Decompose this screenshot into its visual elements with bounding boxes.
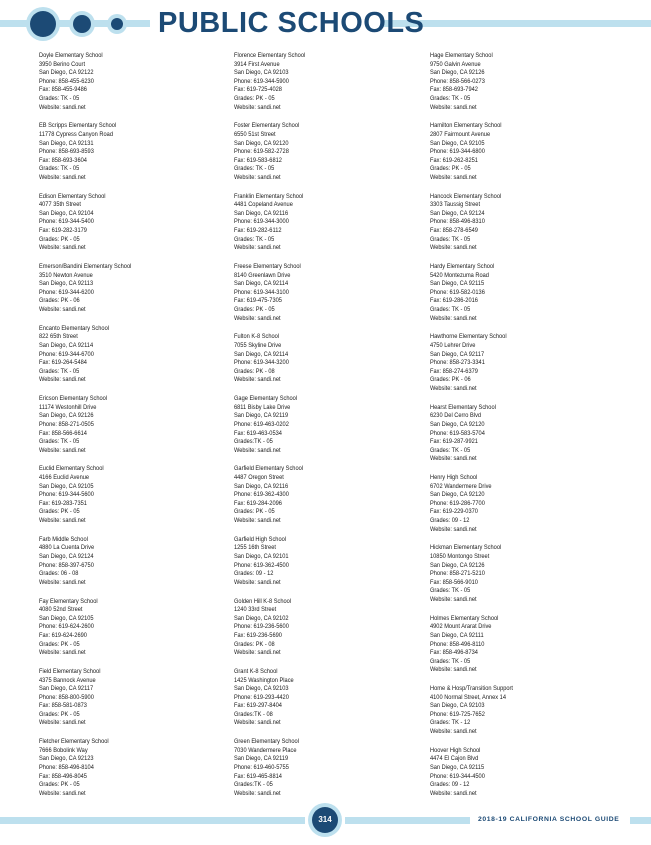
- school-detail: Fax: 619-287-9921: [430, 438, 478, 446]
- school-detail: Grades: PK - 05: [234, 306, 275, 313]
- school-detail: 4100 Normal Street, Annex 14: [430, 693, 506, 701]
- school-name: Hoover High School: [430, 746, 481, 754]
- school-detail: Phone: 619-583-5704: [430, 429, 485, 437]
- school-listing: [234, 122, 424, 182]
- footer-rule-left: [0, 817, 305, 824]
- school-detail: Phone: 619-460-5755: [234, 764, 289, 772]
- school-listing: [430, 52, 620, 112]
- school-detail: Fax: 619-624-2690: [39, 631, 87, 639]
- school-listing: [39, 193, 229, 253]
- school-detail: Phone: 619-344-4500: [430, 772, 485, 780]
- school-detail: 4077 35th Street: [39, 201, 81, 209]
- school-name: Henry High School: [430, 474, 478, 482]
- school-detail: Grades: 06 - 08: [39, 570, 79, 578]
- school-name: Ericson Elementary School: [39, 395, 108, 403]
- school-detail: Website: sandi.net: [430, 595, 477, 603]
- school-detail: Website: sandi.net: [39, 244, 86, 252]
- school-name: Doyle Elementary School: [39, 52, 103, 59]
- school-detail: Grades: PK - 05: [39, 235, 80, 243]
- school-listing: [39, 536, 229, 588]
- school-listing: [39, 738, 229, 798]
- school-detail: 4880 La Cuenta Drive: [39, 544, 95, 552]
- school-detail: Fax: 858-693-7942: [430, 86, 478, 94]
- school-detail: Fax: 619-463-0534: [234, 429, 282, 437]
- school-detail: Grades: TK - 05: [430, 657, 471, 665]
- school-detail: Website: sandi.net: [39, 173, 86, 181]
- school-detail: Grades: TK - 05: [39, 165, 80, 173]
- school-detail: Phone: 619-344-6800: [430, 148, 485, 156]
- school-detail: San Diego, CA 92111: [430, 631, 484, 639]
- school-listing: [430, 193, 620, 253]
- school-detail: San Diego, CA 92124: [39, 553, 94, 560]
- school-detail: Phone: 619-344-3000: [234, 218, 289, 226]
- school-name: Fletcher Elementary School: [39, 738, 109, 746]
- school-detail: San Diego, CA 92122: [39, 69, 94, 77]
- school-listing: [234, 263, 424, 323]
- school-detail: Grades: TK - 05: [430, 306, 471, 313]
- school-detail: Fax: 858-274-6379: [430, 367, 478, 375]
- school-detail: San Diego, CA 92101: [234, 553, 289, 560]
- school-detail: 8140 Greenlawn Drive: [234, 271, 291, 279]
- school-detail: 3510 Newton Avenue: [39, 271, 93, 279]
- school-name: Fulton K-8 School: [234, 333, 280, 341]
- school-detail: Phone: 619-344-3100: [234, 288, 289, 296]
- school-detail: Fax: 619-284-2096: [234, 499, 282, 507]
- school-listing: [430, 474, 620, 534]
- school-detail: San Diego, CA 92113: [39, 280, 94, 288]
- school-detail: Grades:TK - 08: [234, 710, 273, 718]
- school-detail: Grades: TK - 05: [430, 235, 471, 243]
- school-detail: Grades: TK - 05: [430, 94, 471, 102]
- school-detail: Website: sandi.net: [234, 446, 281, 454]
- school-detail: Website: sandi.net: [39, 306, 86, 313]
- school-detail: Website: sandi.net: [234, 103, 281, 111]
- school-detail: Website: sandi.net: [430, 314, 477, 322]
- school-detail: 10850 Montongo Street: [430, 553, 490, 560]
- school-detail: San Diego, CA 92104: [39, 209, 94, 217]
- school-detail: 4080 52nd Street: [39, 606, 83, 614]
- school-detail: Fax: 619-475-7305: [234, 297, 282, 305]
- school-detail: Phone: 858-455-6230: [39, 77, 94, 85]
- page-header: [0, 0, 651, 48]
- school-listing: [39, 52, 229, 112]
- school-detail: Website: sandi.net: [39, 446, 86, 454]
- school-detail: Phone: 619-293-4420: [234, 693, 289, 701]
- school-detail: Phone: 858-271-0505: [39, 420, 94, 428]
- school-detail: 4750 Lehrer Drive: [430, 341, 476, 349]
- school-detail: Website: sandi.net: [430, 728, 477, 736]
- school-detail: 7666 Bobolink Way: [39, 746, 88, 754]
- school-listing: [234, 52, 424, 112]
- school-detail: Phone: 619-582-0136: [430, 288, 485, 296]
- school-detail: 4481 Copeland Avenue: [234, 201, 293, 209]
- school-name: Grant K-8 School: [234, 667, 278, 675]
- school-detail: San Diego, CA 92120: [430, 420, 485, 428]
- school-name: Home & Hosp/Transition Support: [430, 685, 514, 693]
- school-listing: [39, 263, 229, 315]
- school-detail: Grades:TK - 05: [234, 781, 273, 789]
- school-detail: Website: sandi.net: [39, 103, 86, 111]
- school-detail: Fax: 858-496-8045: [39, 772, 87, 780]
- school-detail: Phone: 858-397-6750: [39, 561, 94, 569]
- school-detail: 3303 Taussig Street: [430, 201, 481, 209]
- school-detail: Website: sandi.net: [39, 719, 86, 727]
- page-title: PUBLIC SCHOOLS: [158, 7, 425, 39]
- school-detail: 5420 Montezuma Road: [430, 271, 489, 279]
- school-detail: San Diego, CA 92120: [234, 139, 289, 147]
- school-detail: Website: sandi.net: [234, 719, 281, 727]
- school-name: Gage Elementary School: [234, 395, 298, 403]
- school-listing: [430, 333, 620, 393]
- school-name: Euclid Elementary School: [39, 465, 104, 473]
- school-detail: San Diego, CA 92117: [39, 685, 94, 693]
- school-listing: [234, 738, 424, 798]
- school-detail: 1255 16th Street: [234, 544, 276, 552]
- guide-title: 2018-19 CALIFORNIA SCHOOL GUIDE: [478, 816, 620, 823]
- school-listing: [39, 668, 229, 728]
- school-listing: [39, 395, 229, 455]
- school-detail: Phone: 619-582-2728: [234, 148, 289, 156]
- school-detail: San Diego, CA 92102: [234, 614, 289, 622]
- school-detail: Website: sandi.net: [39, 578, 86, 586]
- school-detail: Website: sandi.net: [234, 314, 281, 322]
- school-detail: Grades: TK - 05: [430, 587, 471, 595]
- school-name: Fay Elementary School: [39, 597, 98, 605]
- school-detail: Grades: PK - 06: [430, 376, 471, 384]
- school-detail: Phone: 858-496-8104: [39, 764, 94, 772]
- school-detail: 4487 Oregon Street: [234, 474, 284, 482]
- school-detail: San Diego, CA 92105: [39, 614, 94, 622]
- school-detail: Phone: 619-286-7700: [430, 499, 485, 507]
- school-detail: San Diego, CA 92103: [234, 69, 289, 77]
- school-detail: Grades: 09 - 12: [430, 517, 470, 525]
- school-detail: Website: sandi.net: [430, 244, 477, 252]
- school-detail: San Diego, CA 92124: [430, 209, 485, 217]
- school-name: Florence Elementary School: [234, 52, 306, 59]
- school-detail: Fax: 858-278-6549: [430, 227, 478, 235]
- school-detail: Fax: 619-264-5484: [39, 359, 87, 367]
- school-detail: 822 65th Street: [39, 333, 78, 341]
- school-detail: Fax: 619-282-6112: [234, 227, 282, 235]
- school-detail: Fax: 619-283-7351: [39, 499, 87, 507]
- school-detail: Phone: 858-496-8310: [430, 218, 485, 226]
- school-listing: [234, 598, 424, 658]
- school-listing: [39, 598, 229, 658]
- school-name: Holmes Elementary School: [430, 614, 499, 622]
- school-detail: Website: sandi.net: [234, 376, 281, 384]
- school-listing: [430, 263, 620, 323]
- school-detail: San Diego, CA 92105: [430, 139, 485, 147]
- footer-rule-far-right: [630, 817, 651, 824]
- school-detail: Grades: PK - 05: [39, 508, 80, 516]
- school-column-3: [430, 52, 620, 809]
- school-listing: [234, 193, 424, 253]
- school-detail: Grades: PK - 08: [234, 640, 275, 648]
- school-detail: Phone: 619-344-5900: [234, 77, 289, 85]
- school-name: Hage Elementary School: [430, 52, 493, 59]
- school-detail: Phone: 858-271-5210: [430, 570, 485, 578]
- school-detail: 6230 Del Cerro Blvd: [430, 412, 482, 420]
- school-detail: San Diego, CA 92115: [430, 280, 485, 288]
- school-detail: Fax: 858-566-9010: [430, 578, 478, 586]
- school-listing: [39, 325, 229, 385]
- school-name: Emerson/Bandini Elementary School: [39, 263, 132, 271]
- school-detail: Phone: 619-362-4500: [234, 561, 289, 569]
- school-detail: Phone: 619-362-4300: [234, 491, 289, 499]
- school-listing: [234, 668, 424, 728]
- school-name: Green Elementary School: [234, 738, 299, 746]
- school-detail: Fax: 858-455-9486: [39, 86, 87, 94]
- school-detail: Phone: 858-496-8110: [430, 640, 485, 648]
- school-name: Hickman Elementary School: [430, 544, 502, 552]
- school-detail: Grades: PK - 05: [39, 781, 80, 789]
- school-detail: San Diego, CA 92126: [430, 69, 485, 77]
- school-detail: Grades: 09 - 12: [430, 781, 470, 789]
- school-detail: Website: sandi.net: [234, 517, 281, 525]
- school-listing: [39, 122, 229, 182]
- school-name: Foster Elementary School: [234, 122, 300, 130]
- school-detail: 6811 Bisby Lake Drive: [234, 403, 291, 411]
- school-detail: Grades: PK - 05: [234, 508, 275, 516]
- school-detail: 1240 33rd Street: [234, 606, 277, 614]
- school-listing: [430, 747, 620, 799]
- school-detail: San Diego, CA 92120: [430, 491, 485, 499]
- school-listing: [39, 465, 229, 525]
- school-listing: [430, 544, 620, 604]
- school-detail: San Diego, CA 92114: [234, 350, 289, 358]
- school-detail: San Diego, CA 92116: [234, 482, 289, 490]
- school-detail: Grades: TK - 05: [39, 94, 80, 102]
- school-detail: Grades: PK - 06: [39, 297, 80, 305]
- school-detail: San Diego, CA 92131: [39, 139, 94, 147]
- school-detail: Phone: 858-693-8593: [39, 148, 94, 156]
- school-listing: [430, 615, 620, 675]
- school-detail: San Diego, CA 92119: [234, 412, 289, 420]
- school-name: Hancock Elementary School: [430, 192, 502, 200]
- school-detail: Grades: PK - 08: [234, 367, 275, 375]
- school-detail: Fax: 858-496-8734: [430, 649, 478, 657]
- school-name: Field Elementary School: [39, 667, 101, 675]
- school-detail: Website: sandi.net: [39, 789, 86, 797]
- school-detail: 4902 Mount Ararat Drive: [430, 623, 492, 631]
- school-detail: Grades: PK - 05: [430, 165, 471, 173]
- school-detail: Fax: 619-282-3179: [39, 227, 87, 235]
- school-detail: Phone: 619-344-5400: [39, 218, 94, 226]
- school-detail: Grades: TK - 12: [430, 719, 471, 727]
- school-column-2: [234, 52, 424, 809]
- school-column-1: [39, 52, 229, 809]
- school-detail: 3914 First Avenue: [234, 60, 280, 68]
- school-name: Garfield Elementary School: [234, 465, 304, 473]
- page-number: 314: [312, 807, 338, 833]
- school-detail: Phone: 619-344-6200: [39, 288, 94, 296]
- school-detail: Grades: PK - 05: [39, 640, 80, 648]
- school-detail: Phone: 619-344-5600: [39, 491, 94, 499]
- school-detail: Website: sandi.net: [430, 789, 477, 797]
- school-detail: 7030 Wandermere Place: [234, 746, 297, 754]
- school-name: EB Scripps Elementary School: [39, 122, 117, 130]
- school-detail: Website: sandi.net: [430, 173, 477, 181]
- school-listing: [234, 536, 424, 588]
- header-dot-medium: [73, 15, 91, 33]
- school-detail: Grades: PK - 05: [234, 94, 275, 102]
- school-listing: [234, 333, 424, 385]
- school-detail: 4375 Bannock Avenue: [39, 676, 96, 684]
- school-detail: Phone: 858-800-5900: [39, 693, 94, 701]
- school-name: Freese Elementary School: [234, 263, 301, 271]
- school-detail: San Diego, CA 92114: [39, 341, 94, 349]
- school-detail: 11174 Westonhill Drive: [39, 403, 97, 411]
- school-name: Farb Middle School: [39, 535, 88, 543]
- school-detail: 4166 Euclid Avenue: [39, 474, 90, 482]
- school-detail: Website: sandi.net: [430, 384, 477, 392]
- school-detail: Fax: 619-262-8251: [430, 156, 478, 164]
- school-detail: 7055 Skyline Drive: [234, 341, 282, 349]
- school-name: Golden Hill K-8 School: [234, 597, 292, 605]
- school-detail: Phone: 619-344-3200: [234, 359, 289, 367]
- school-detail: Website: sandi.net: [430, 103, 477, 111]
- school-detail: 6702 Wandermere Drive: [430, 482, 492, 490]
- school-detail: Grades: TK - 05: [39, 367, 80, 375]
- school-detail: Phone: 619-624-2600: [39, 623, 94, 631]
- school-detail: Website: sandi.net: [430, 455, 477, 463]
- school-detail: Website: sandi.net: [39, 649, 86, 657]
- school-detail: San Diego, CA 92126: [39, 412, 94, 420]
- school-detail: 6550 51st Street: [234, 130, 276, 138]
- school-listing: [430, 685, 620, 737]
- school-detail: Fax: 619-286-2016: [430, 297, 478, 305]
- school-detail: Website: sandi.net: [234, 649, 281, 657]
- school-name: Hamilton Elementary School: [430, 122, 502, 130]
- school-detail: Website: sandi.net: [234, 173, 281, 181]
- school-detail: San Diego, CA 92119: [234, 755, 289, 763]
- school-detail: Website: sandi.net: [234, 244, 281, 252]
- school-detail: 4474 El Cajon Blvd: [430, 755, 479, 763]
- school-detail: Website: sandi.net: [39, 376, 86, 384]
- school-detail: San Diego, CA 92114: [234, 280, 289, 288]
- school-detail: Phone: 619-344-6700: [39, 350, 94, 358]
- school-detail: San Diego, CA 92115: [430, 764, 485, 772]
- school-detail: Grades: TK - 05: [39, 438, 80, 446]
- school-detail: Grades:TK - 05: [234, 438, 273, 446]
- school-listing: [430, 404, 620, 464]
- school-name: Garfield High School: [234, 535, 287, 543]
- school-detail: Fax: 619-236-5690: [234, 631, 282, 639]
- school-detail: San Diego, CA 92103: [430, 702, 485, 710]
- school-name: Hawthorne Elementary School: [430, 333, 507, 341]
- school-detail: 1425 Washington Place: [234, 676, 294, 684]
- school-name: Franklin Elementary School: [234, 192, 304, 200]
- school-detail: Fax: 858-581-0873: [39, 702, 87, 710]
- school-detail: San Diego, CA 92103: [234, 685, 289, 693]
- school-detail: 11778 Cypress Canyon Road: [39, 130, 113, 138]
- school-detail: Fax: 619-583-6812: [234, 156, 282, 164]
- school-listing: [430, 122, 620, 182]
- school-detail: Grades: PK - 05: [39, 710, 80, 718]
- school-listing: [234, 395, 424, 455]
- school-detail: Fax: 619-465-8814: [234, 772, 282, 780]
- school-detail: Fax: 858-566-6614: [39, 429, 87, 437]
- school-detail: 2807 Fairmount Avenue: [430, 130, 491, 138]
- school-detail: Phone: 619-236-5600: [234, 623, 289, 631]
- school-name: Hardy Elementary School: [430, 263, 495, 271]
- school-detail: San Diego, CA 92117: [430, 350, 485, 358]
- school-detail: Website: sandi.net: [430, 666, 477, 674]
- school-detail: San Diego, CA 92123: [39, 755, 94, 763]
- school-detail: Phone: 619-725-7652: [430, 710, 485, 718]
- school-detail: 9750 Galvin Avenue: [430, 60, 481, 68]
- school-name: Hearst Elementary School: [430, 403, 496, 411]
- school-detail: San Diego, CA 92126: [430, 561, 485, 569]
- header-dot-small: [111, 18, 123, 30]
- school-detail: Fax: 619-725-4028: [234, 86, 282, 94]
- school-detail: Website: sandi.net: [234, 789, 281, 797]
- school-name: Edison Elementary School: [39, 192, 106, 200]
- school-detail: Phone: 619-463-0202: [234, 420, 289, 428]
- school-detail: Phone: 858-566-0273: [430, 77, 485, 85]
- header-dot-large: [30, 11, 56, 37]
- school-detail: Fax: 619-297-8404: [234, 702, 282, 710]
- school-detail: San Diego, CA 92116: [234, 209, 289, 217]
- school-detail: Website: sandi.net: [39, 517, 86, 525]
- school-name: Encanto Elementary School: [39, 324, 109, 332]
- school-detail: Website: sandi.net: [430, 525, 477, 533]
- school-detail: Phone: 858-273-3341: [430, 359, 485, 367]
- footer-rule-right: [345, 817, 470, 824]
- school-detail: Fax: 858-693-3604: [39, 156, 87, 164]
- school-detail: Grades: TK - 05: [234, 235, 275, 243]
- school-detail: Grades: 09 - 12: [234, 570, 274, 578]
- school-listing: [234, 465, 424, 525]
- school-detail: Grades: TK - 05: [234, 165, 275, 173]
- school-detail: Grades: TK - 05: [430, 446, 471, 454]
- school-detail: 3950 Berino Court: [39, 60, 86, 68]
- school-detail: Website: sandi.net: [234, 578, 281, 586]
- school-detail: Fax: 619-229-0370: [430, 508, 478, 516]
- school-detail: San Diego, CA 92105: [39, 482, 94, 490]
